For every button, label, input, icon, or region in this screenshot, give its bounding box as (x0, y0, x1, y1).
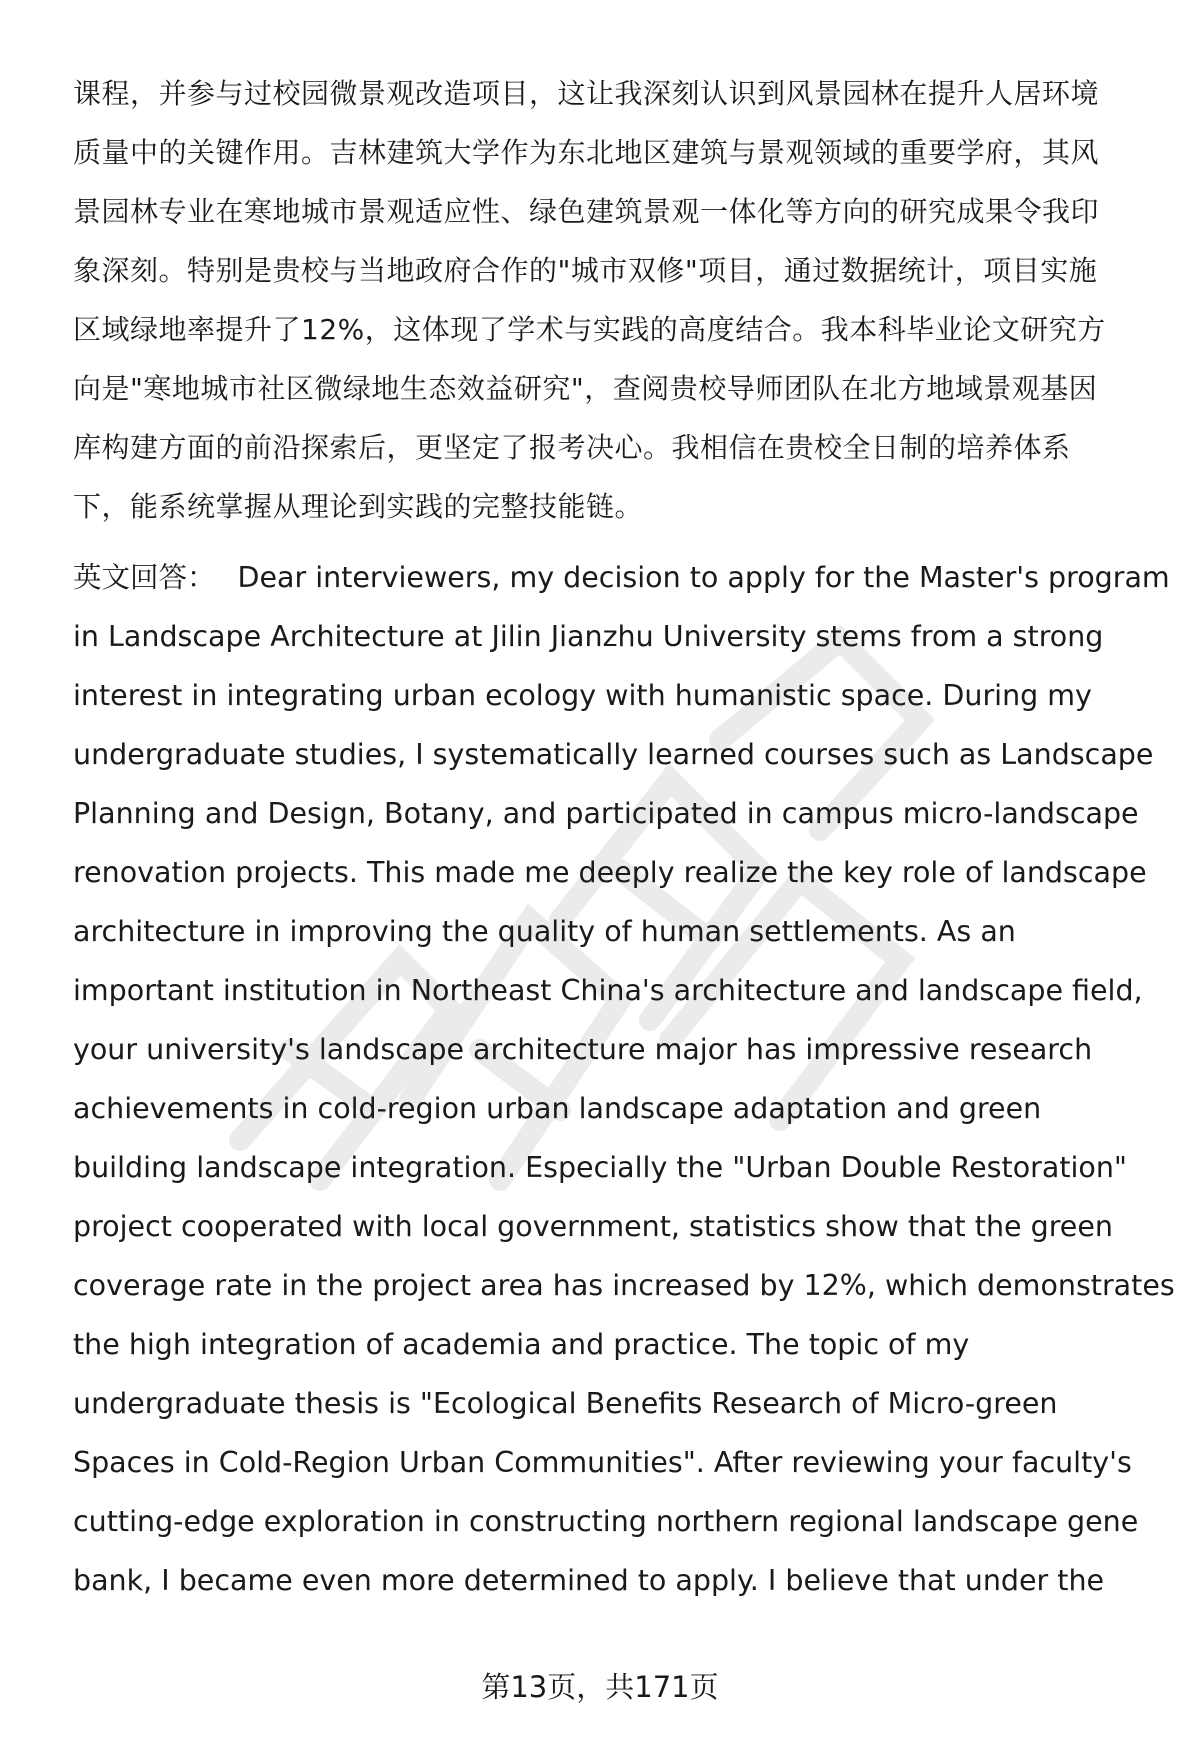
english-first-line: Dear interviewers, my decision to apply for the Master's program (237, 561, 1170, 594)
text-line: in Landscape Architecture at Jilin Jianzhu University stems from a strong (73, 620, 1104, 653)
text-line: Spaces in Cold-Region Urban Communities". After reviewing your faculty's (73, 1446, 1132, 1479)
text-line: undergraduate studies, I systematically learned courses such as Landscape (73, 738, 1154, 771)
text-line: interest in integrating urban ecology with humanistic space. During my (73, 679, 1092, 712)
text-line: 库构建方面的前沿探索后，更坚定了报考决心。我相信在贵校全日制的培养体系 (73, 431, 1071, 464)
text-line: 质量中的关键作用。吉林建筑大学作为东北地区建筑与景观领域的重要学府，其风 (73, 136, 1100, 169)
text-line: Planning and Design, Botany, and participated in campus micro-landscape (73, 797, 1139, 830)
text-line: 象深刻。特别是贵校与当地政府合作的"城市双修"项目，通过数据统计，项目实施 (73, 254, 1098, 287)
text-line: important institution in Northeast China's architecture and landscape field, (73, 974, 1143, 1007)
text-line: 景园林专业在寒地城市景观适应性、绿色建筑景观一体化等方向的研究成果令我印 (73, 195, 1100, 228)
text-line: renovation projects. This made me deeply realize the key role of landscape (73, 856, 1147, 889)
text-line: the high integration of academia and practice. The topic of my (73, 1328, 970, 1361)
text-line: 区域绿地率提升了12%，这体现了学术与实践的高度结合。我本科毕业论文研究方 (73, 313, 1106, 346)
text-line: architecture in improving the quality of human settlements. As an (73, 915, 1016, 948)
text-line: coverage rate in the project area has increased by 12%, which demonstrates (73, 1269, 1175, 1302)
text-line (73, 548, 1170, 607)
text-line: 下，能系统掌握从理论到实践的完整技能链。 (73, 490, 644, 523)
text-line: achievements in cold-region urban landscape adaptation and green (73, 1092, 1042, 1125)
english-paragraph (73, 548, 1175, 1610)
text-line: 课程，并参与过校园微景观改造项目，这让我深刻认识到风景园林在提升人居环境 (73, 77, 1100, 110)
text-line: your university's landscape architecture major has impressive research (73, 1033, 1093, 1066)
text-line: bank, I became even more determined to apply. I believe that under the (73, 1564, 1105, 1597)
text-line: building landscape integration. Especially the "Urban Double Restoration" (73, 1151, 1128, 1184)
text-line: 向是"寒地城市社区微绿地生态效益研究"，查阅贵校导师团队在北方地域景观基因 (73, 372, 1098, 405)
chinese-paragraph (73, 64, 1153, 536)
text-line: cutting-edge exploration in constructing northern regional landscape gene (73, 1505, 1139, 1538)
text-line: undergraduate thesis is "Ecological Benefits Research of Micro-green (73, 1387, 1058, 1420)
english-answer-label: 英文回答： (73, 561, 216, 594)
text-line: project cooperated with local government, statistics show that the green (73, 1210, 1113, 1243)
main-text-block (73, 64, 1175, 1610)
page-number: 第13页，共171页 (481, 1670, 719, 1704)
